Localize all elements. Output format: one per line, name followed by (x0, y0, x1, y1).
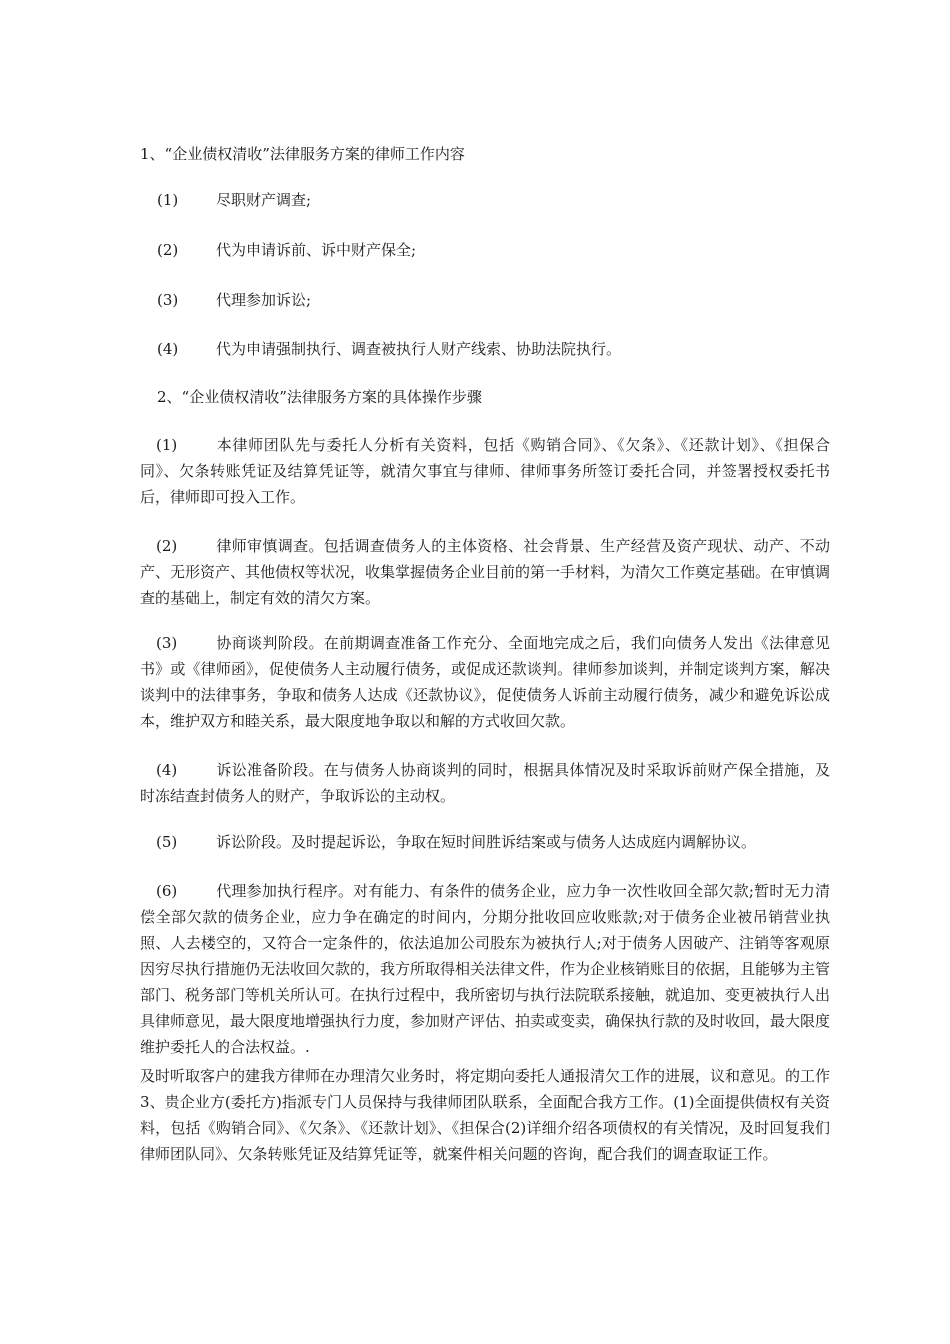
step-paragraph (140, 757, 830, 809)
list-item-text: 代为申请诉前、诉中财产保全; (216, 241, 417, 259)
step-text: 诉讼阶段。及时提起诉讼，争取在短时间胜诉结案或与债务人达成庭内调解协议。 (216, 833, 757, 851)
step-text: 协商谈判阶段。在前期调查准备工作充分、全面地完成之后，我们向债务人发出《法律意见书》或《律师函》，促使债务人主动履行债务，或促成还款谈判。律师参加谈判，并制定谈判方案，解决谈判中的法律事务，争取和债务人达成《还款协议》，促使债务人诉前主动履行债务，减少和避免诉讼成本，维护双方和睦关系，最大限度地争取以和解的方式收回欠款。 (140, 634, 830, 730)
list-item-number: (1) (157, 191, 179, 209)
section-heading-2: 2、“企业债权清收”法律服务方案的具体操作步骤 (157, 388, 482, 406)
step-paragraph (140, 432, 830, 510)
step-paragraph (140, 533, 830, 611)
list-item-text: 代为申请强制执行、调查被执行人财产线索、协助法院执行。 (216, 340, 622, 358)
step-number: (6) (156, 882, 178, 900)
step-paragraph (140, 630, 830, 734)
step-text: 律师审慎调查。包括调查债务人的主体资格、社会背景、生产经营及资产现状、动产、不动产、无形资产、其他债权等状况，收集掌握债务企业目前的第一手材料，为清欠工作奠定基础。在审慎调查的基础上，制定有效的清欠方案。 (140, 537, 831, 607)
list-item-number: (3) (157, 291, 179, 309)
list-item-number: (2) (157, 241, 179, 259)
section-heading-1: 1、“企业债权清收”法律服务方案的律师工作内容 (140, 145, 465, 163)
step-text: 代理参加执行程序。对有能力、有条件的债务企业，应力争一次性收回全部欠款;暂时无力清偿全部欠款的债务企业，应力争在确定的时间内，分期分批收回应收账款;对于债务企业被吊销营业执照、人去楼空的，又符合一定条件的，依法追加公司股东为被执行人;对于债务人因破产、注销等客观原因穷尽执行措施仍无法收回欠款的，我方所取得相关法律文件，作为企业核销账目的依据，且能够为主管部门、税务部门等机关所认可。在执行过程中，我所密切与执行法院联系接触，就追加、变更被执行人出具律师意见，最大限度地增强执行力度，参加财产评估、拍卖或变卖，确保执行款的及时收回，最大限度维护委托人的合法权益。. (140, 882, 831, 1056)
list-item-text: 代理参加诉讼; (216, 291, 312, 309)
step-number: (1) (156, 436, 178, 454)
list-item-text: 尽职财产调查; (216, 191, 312, 209)
step-text: 本律师团队先与委托人分析有关资料，包括《购销合同》、《欠条》、《还款计划》、《担保合同》、欠条转账凭证及结算凭证等，就清欠事宜与律师、律师事务所签订委托合同，并签署授权委托书后，律师即可投入工作。 (140, 436, 830, 506)
list-item-number: (4) (157, 340, 179, 358)
step-number: (5) (156, 833, 178, 851)
step-paragraph (140, 878, 830, 1060)
step-text: 诉讼准备阶段。在与债务人协商谈判的同时，根据具体情况及时采取诉前财产保全措施，及时冻结查封债务人的财产，争取诉讼的主动权。 (140, 761, 830, 805)
step-paragraph (140, 829, 830, 855)
step-number: (3) (156, 634, 178, 652)
step-number: (4) (156, 761, 178, 779)
step-number: (2) (156, 537, 178, 555)
closing-paragraph: 及时听取客户的建我方律师在办理清欠业务时，将定期向委托人通报清欠工作的进展，议和意见。的工作 3、贵企业方(委托方)指派专门人员保持与我律师团队联系，全面配合我方工作。(1)全面提供债权有关资料，包括《购销合同》、《欠条》、《还款计划》、《担保合(2)详细介绍各项债权的有关情况，及时回复我们律师团队同》、欠条转账凭证及结算凭证等，就案件相关问题的咨询，配合我们的调查取证工作。 (140, 1067, 831, 1163)
